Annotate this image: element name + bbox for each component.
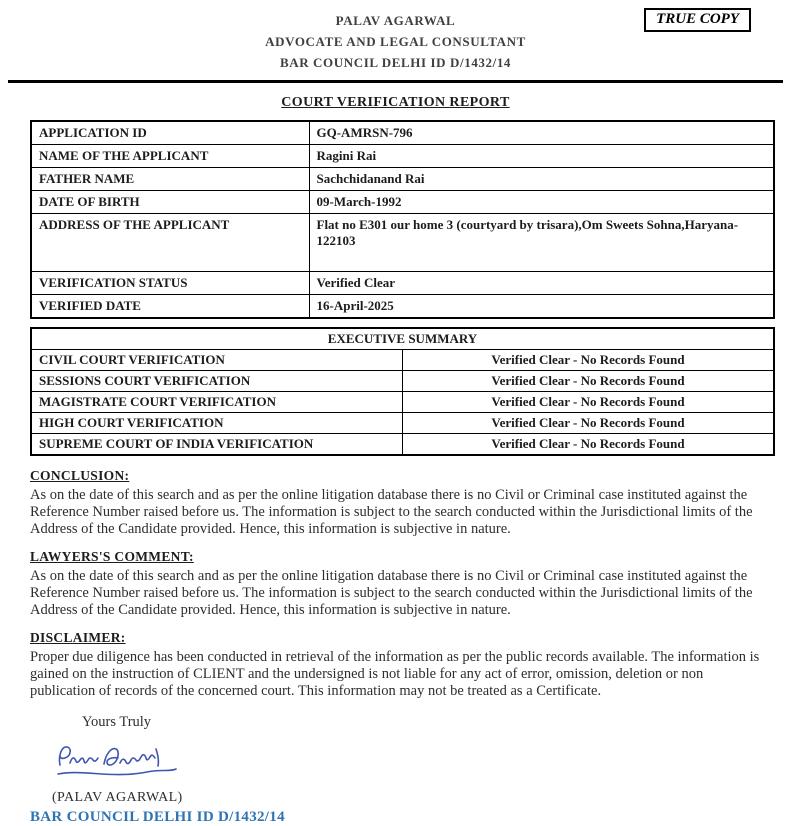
lawyers-comment-section (30, 549, 761, 619)
detail-value: Ragini Rai (309, 145, 774, 168)
advocate-bar-id: BAR COUNCIL DELHI ID D/1432/14 (279, 55, 512, 70)
detail-value: Flat no E301 our home 3 (courtyard by trisara),Om Sweets Sohna,Haryana-122103 (309, 214, 774, 272)
summary-value: Verified Clear - No Records Found (403, 350, 775, 371)
detail-value: 16-April-2025 (309, 295, 774, 319)
disclaimer-heading: DISCLAIMER: (30, 630, 126, 645)
conclusion-heading: CONCLUSION: (30, 468, 130, 483)
detail-label: DATE OF BIRTH (31, 191, 309, 214)
table-row (31, 191, 774, 214)
summary-label: SUPREME COURT OF INDIA VERIFICATION (31, 434, 403, 456)
detail-value: Sachchidanand Rai (309, 168, 774, 191)
detail-label: NAME OF THE APPLICANT (31, 145, 309, 168)
disclaimer-section (30, 630, 761, 700)
table-row (31, 145, 774, 168)
advocate-name: PALAV AGARWAL (335, 13, 456, 28)
summary-label: CIVIL COURT VERIFICATION (31, 350, 403, 371)
header-divider (8, 80, 783, 83)
detail-label: APPLICATION ID (31, 121, 309, 145)
summary-label: MAGISTRATE COURT VERIFICATION (31, 392, 403, 413)
table-row (31, 295, 774, 319)
table-row (31, 328, 774, 350)
lawyers-comment-heading: LAWYERS'S COMMENT: (30, 549, 194, 564)
table-row (31, 214, 774, 272)
conclusion-section (30, 468, 761, 538)
report-title: COURT VERIFICATION REPORT (281, 95, 510, 110)
detail-value: Verified Clear (309, 272, 774, 295)
detail-label: ADDRESS OF THE APPLICANT (31, 214, 309, 272)
advocate-title: ADVOCATE AND LEGAL CONSULTANT (265, 34, 526, 49)
summary-value: Verified Clear - No Records Found (403, 413, 775, 434)
closing-text: Yours Truly (82, 714, 152, 730)
summary-label: HIGH COURT VERIFICATION (31, 413, 403, 434)
summary-value: Verified Clear - No Records Found (403, 371, 775, 392)
table-row (31, 392, 774, 413)
handwritten-signature-icon (52, 739, 182, 783)
report-sections (30, 468, 761, 700)
true-copy-stamp: TRUE COPY (644, 8, 751, 32)
executive-summary-table (30, 327, 775, 456)
detail-label: VERIFIED DATE (31, 295, 309, 319)
summary-value: Verified Clear - No Records Found (403, 434, 775, 456)
detail-value: 09-March-1992 (309, 191, 774, 214)
table-row (31, 350, 774, 371)
lawyers-comment-body: As on the date of this search and as per the online litigation database there is no Civil or Criminal case instituted against the Reference Number raised before us. The information is subject to the search conducted within the Jurisdictional limits of the Address of the Candidate provided. Hence, this information is subjective in nature. (30, 568, 753, 618)
footer-bar-id: BAR COUNCIL DELHI ID D/1432/14 (30, 809, 285, 825)
signatory-name: (PALAV AGARWAL) (52, 790, 183, 805)
table-row (31, 434, 774, 456)
executive-summary-title: EXECUTIVE SUMMARY (31, 328, 774, 350)
applicant-details-table (30, 120, 775, 319)
disclaimer-body: Proper due diligence has been conducted in retrieval of the information as per the public records available. The information is gained on the instruction of CLIENT and the undersigned is not liable for any act of error, omission, deletion or non publication of records of the concerned court. This information may not be treated as a Certificate. (30, 649, 760, 699)
table-row (31, 121, 774, 145)
conclusion-body: As on the date of this search and as per the online litigation database there is no Civil or Criminal case instituted against the Reference Number raised before us. The information is subject to the search conducted within the Jurisdictional limits of the Address of the Candidate provided. Hence, this information is subjective in nature. (30, 487, 753, 537)
table-row (31, 413, 774, 434)
table-row (31, 272, 774, 295)
detail-value: GQ-AMRSN-796 (309, 121, 774, 145)
table-row (31, 168, 774, 191)
summary-label: SESSIONS COURT VERIFICATION (31, 371, 403, 392)
detail-label: VERIFICATION STATUS (31, 272, 309, 295)
table-row (31, 371, 774, 392)
detail-label: FATHER NAME (31, 168, 309, 191)
summary-value: Verified Clear - No Records Found (403, 392, 775, 413)
